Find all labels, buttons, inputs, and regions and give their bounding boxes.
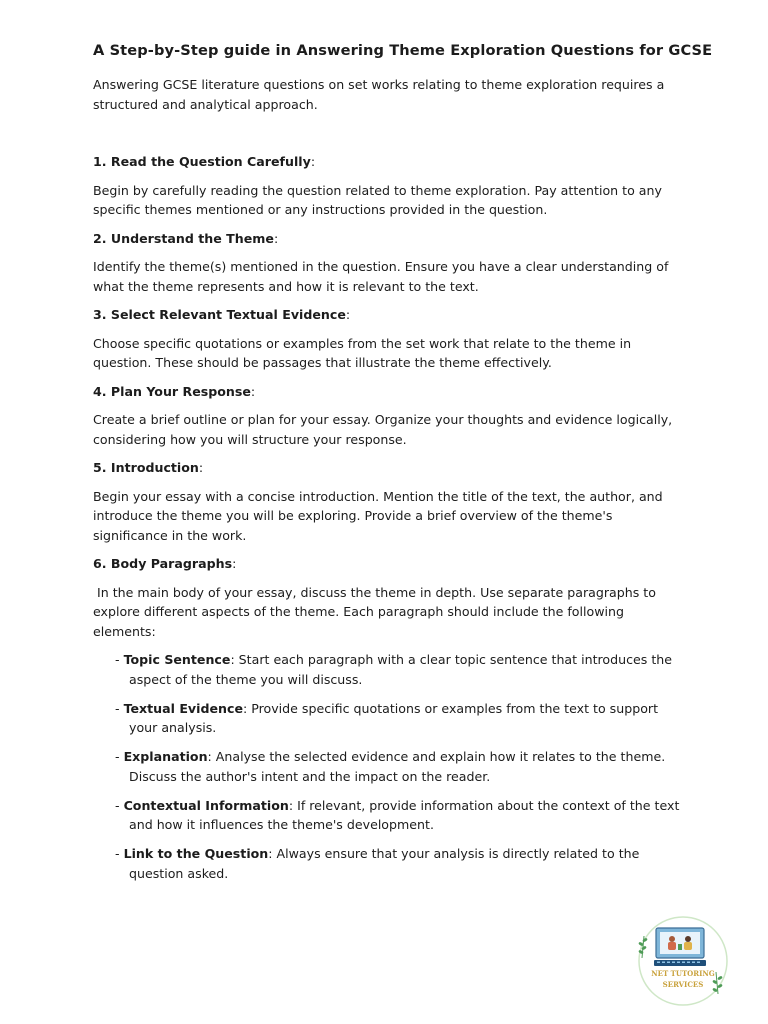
heading-colon: :	[345, 307, 351, 322]
logo-text	[636, 968, 730, 990]
heading-colon: :	[250, 383, 256, 399]
heading-colon: :	[232, 556, 237, 571]
step-heading	[93, 305, 683, 325]
list-item	[93, 650, 683, 689]
bullet-dash: -	[115, 749, 124, 764]
step-heading	[93, 458, 683, 478]
step-heading-text: 3. Select Relevant Textual Evidence	[93, 307, 346, 322]
heading-colon: :	[198, 460, 204, 475]
heading-colon: :	[273, 230, 279, 246]
list-item	[93, 844, 683, 883]
step-body: Begin by carefully reading the question related to theme exploration. Pay attention to any specific themes mentioned or any instructions provided in the question.	[93, 182, 662, 217]
step-1	[93, 152, 683, 220]
step-body: Choose specific quotations or examples from the set work that relate to the theme in question. These should be passages that illustrate the theme effectively.	[93, 335, 632, 370]
step-body: Create a brief outline or plan for your essay. Organize your thoughts and evidence logically, considering how you will structure your response.	[93, 412, 673, 447]
step-body: Begin your essay with a concise introduction. Mention the title of the text, the author, and introduce the theme you will be exploring. Provide a brief overview of the theme's significance in the work.	[93, 488, 663, 543]
step-heading-text: 5. Introduction	[93, 460, 199, 475]
step-heading	[93, 554, 683, 574]
bullet-dash: -	[115, 797, 124, 813]
bullet-text: : Always ensure that your analysis is directly related to the question asked.	[129, 846, 640, 881]
bullet-dash: -	[115, 700, 124, 716]
step-2	[93, 229, 683, 297]
intro-paragraph: Answering GCSE literature questions on set works relating to theme exploration requires a structured and analytical approach.	[93, 77, 665, 112]
step-body: In the main body of your essay, discuss the theme in depth. Use separate paragraphs to explore different aspects of the theme. Each paragraph should include the following elements:	[93, 584, 660, 639]
bullet-text: : Provide specific quotations or examples from the text to support your analysis.	[129, 700, 659, 735]
step-heading	[93, 152, 683, 172]
bullet-term: Explanation	[123, 749, 208, 764]
step-4	[93, 382, 683, 450]
logo-text-line-1: NET TUTORING	[651, 969, 715, 978]
heading-colon: :	[310, 154, 316, 169]
step-body: Identify the theme(s) mentioned in the question. Ensure you have a clear understanding of what the theme represents and how it is relevant to the text.	[93, 259, 669, 294]
step-heading-text: 2. Understand the Theme	[93, 230, 274, 246]
logo-graphic	[636, 914, 730, 1008]
bullet-term: Topic Sentence	[123, 652, 231, 667]
logo-text-line-2: SERVICES	[662, 980, 704, 989]
step-heading	[93, 229, 683, 249]
step-3	[93, 305, 683, 373]
body-paragraph-elements-list	[93, 650, 683, 883]
step-6	[93, 554, 683, 641]
bullet-text: : If relevant, provide information about the context of the text and how it influences the theme's development.	[129, 797, 680, 832]
list-item	[93, 747, 683, 786]
bullet-term: Link to the Question	[123, 846, 269, 861]
bullet-text: : Start each paragraph with a clear topic sentence that introduces the aspect of the theme you will discuss.	[129, 652, 672, 687]
bullet-dash: -	[115, 846, 124, 861]
step-heading-text: 4. Plan Your Response	[93, 383, 251, 399]
list-item	[93, 699, 683, 738]
steps-content	[93, 152, 683, 893]
bullet-term: Textual Evidence	[123, 700, 243, 716]
tutoring-logo-icon	[636, 914, 730, 1008]
bullet-text: : Analyse the selected evidence and explain how it relates to the theme. Discuss the author's intent and the impact on the reader.	[129, 749, 666, 784]
bullet-term: Contextual Information	[123, 797, 289, 813]
step-heading-text: 6. Body Paragraphs	[93, 556, 233, 571]
list-item	[93, 796, 683, 835]
document-title: A Step-by-Step guide in Answering Theme Exploration Questions for GCSE	[93, 42, 713, 59]
step-heading	[93, 382, 683, 402]
step-heading-text: 1. Read the Question Carefully	[93, 154, 311, 169]
step-5	[93, 458, 683, 545]
bullet-dash: -	[115, 652, 124, 667]
